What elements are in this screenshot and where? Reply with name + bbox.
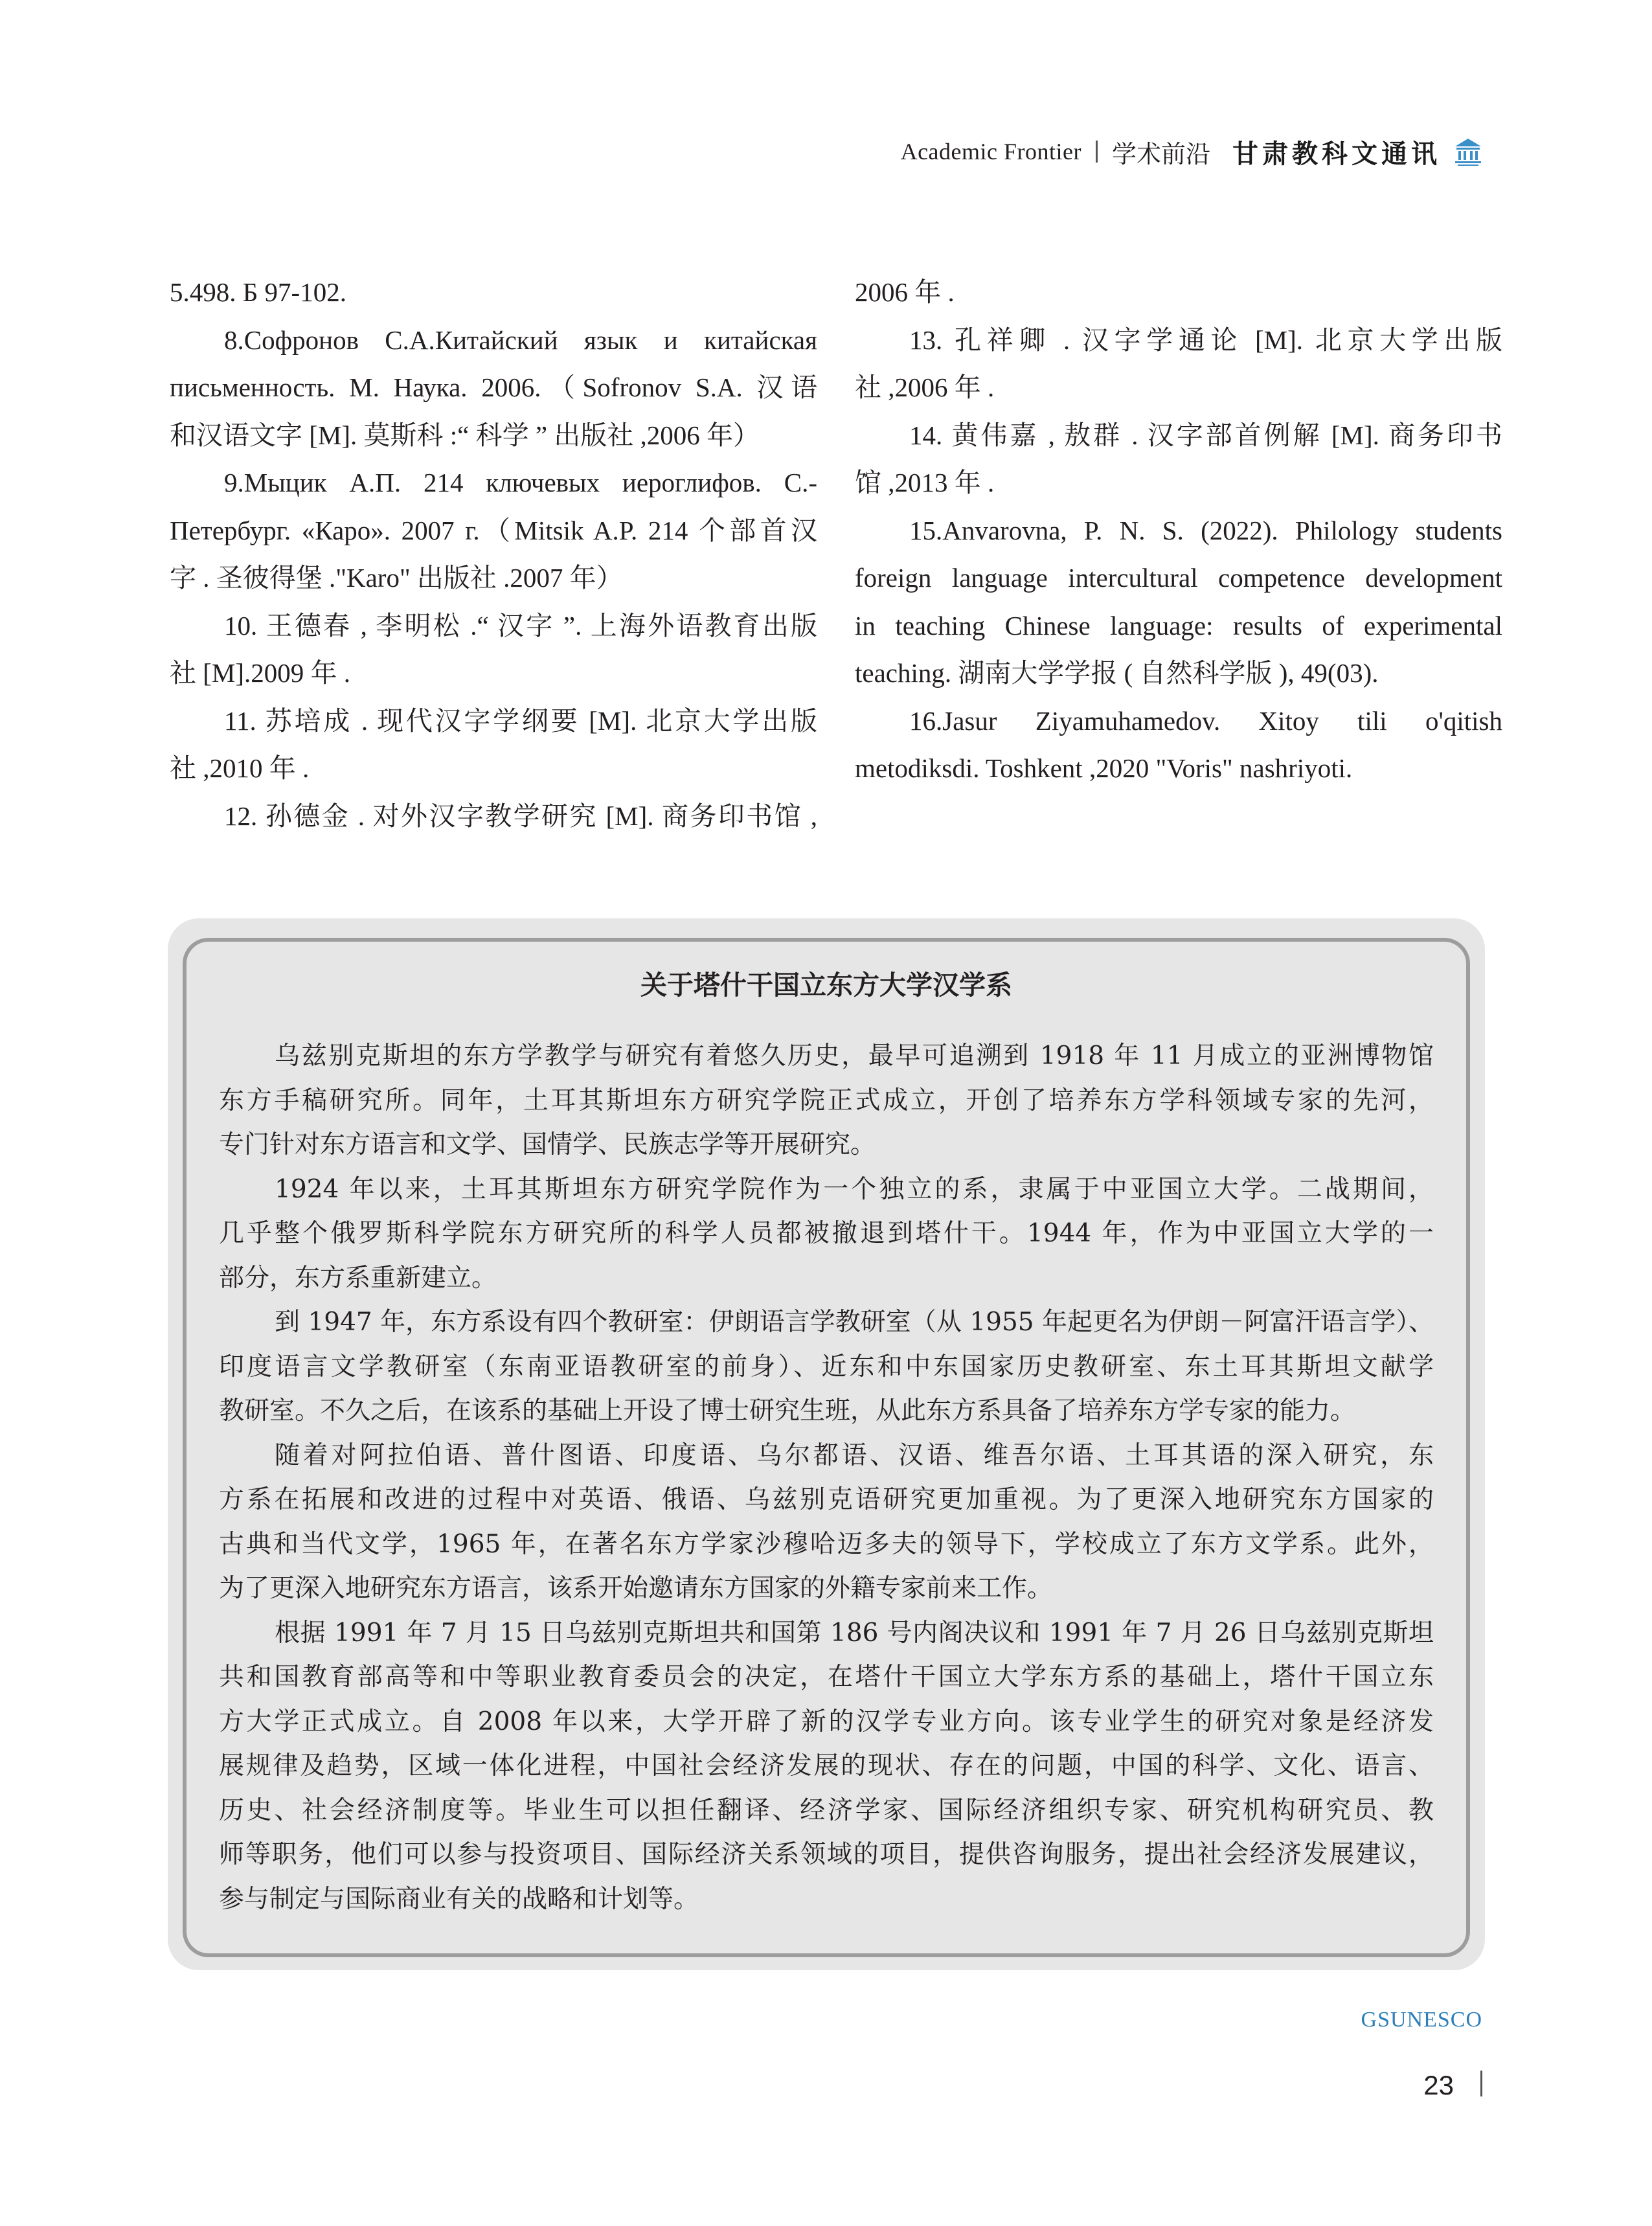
reference-line: 13. 孔祥卿 . 汉字学通论 [M]. 北京大学出版 [909, 324, 1502, 355]
box-text-line: 几乎整个俄罗斯科学院东方研究所的科学人员都被撤退到塔什干。1944 年，作为中亚国立大学的一 [219, 1219, 1434, 1248]
reference-line: 14. 黄伟嘉 , 敖群 . 汉字部首例解 [M]. 商务印书 [909, 420, 1502, 450]
reference-line: teaching. 湖南大学学报 ( 自然科学版 ), 49(03). [855, 658, 1379, 688]
reference-line: 16.Jasur Ziyamuhamedov. Xitoy tili o'qitish [909, 705, 1502, 736]
reference-line: 社 ,2006 年 . [855, 372, 995, 402]
box-text-line: 教研室。不久之后，在该系的基础上开设了博士研究生班，从此东方系具备了培养东方学专家的能力。 [219, 1396, 1356, 1425]
page-number-divider [1480, 2071, 1482, 2096]
box-text-line: 参与制定与国际商业有关的战略和计划等。 [219, 1884, 699, 1914]
reference-line: 馆 ,2013 年 . [855, 468, 995, 497]
running-header [901, 132, 1484, 171]
reference-line: 和汉语文字 [M]. 莫斯科 :“ 科学 ” 出版社 ,2006 年） [170, 420, 760, 450]
reference-line: 2006 年 . [855, 277, 955, 307]
box-text-line: 1924 年以来，土耳其斯坦东方研究学院作为一个独立的系，隶属于中亚国立大学。二战期间， [275, 1174, 1434, 1204]
header-divider [1096, 141, 1098, 163]
reference-line: 11. 苏培成 . 现代汉字学纲要 [M]. 北京大学出版 [224, 705, 817, 736]
box-text-line: 根据 1991 年 7 月 15 日乌兹别克斯坦共和国第 186 号内阁决议和 1991 年 7 月 26 日乌兹别克斯坦 [275, 1618, 1434, 1648]
box-text-line: 方系在拓展和改进的过程中对英语、俄语、乌兹别克语研究更加重视。为了更深入地研究东方国家的 [219, 1485, 1434, 1514]
box-text-line: 古典和当代文学，1965 年，在著名东方学家沙穆哈迈多夫的领导下，学校成立了东方文学系。此外， [219, 1529, 1434, 1559]
reference-line: письменность. М. Наука. 2006.（Sofronov S.A. 汉语 [170, 372, 817, 402]
box-text-line: 印度语言文学教研室（东南亚语教研室的前身）、近东和中东国家历史教研室、东土耳其斯坦文献学 [219, 1352, 1434, 1381]
box-text-line: 方大学正式成立。自 2008 年以来，大学开辟了新的汉学专业方向。该专业学生的研究对象是经济发 [219, 1707, 1434, 1736]
section-name-chinese: 学术前沿 [1111, 139, 1210, 168]
reference-line: 9.Мыцик А.П. 214 ключевых иероглифов. С.- [224, 468, 817, 497]
info-box-body [219, 1034, 1434, 1922]
reference-line: 10. 王德春 , 李明松 .“ 汉字 ”. 上海外语教育出版 [224, 610, 817, 641]
box-text-line: 历史、社会经济制度等。毕业生可以担任翻译、经济学家、国际经济组织专家、研究机构研究员、教 [219, 1795, 1434, 1825]
reference-line: 15.Anvarovna, P. N. S. (2022). Philology students [909, 515, 1502, 545]
reference-line: 字 . 圣彼得堡 ."Karo" 出版社 .2007 年） [170, 563, 623, 593]
page-number: 23 [1423, 2070, 1454, 2100]
info-box-title: 关于塔什干国立东方大学汉学系 [640, 970, 1012, 1001]
box-text-line: 为了更深入地研究东方语言，该系开始邀请东方国家的外籍专家前来工作。 [219, 1574, 1053, 1603]
box-text-line: 到 1947 年，东方系设有四个教研室：伊朗语言学教研室（从 1955 年起更名为伊朗－阿富汗语言学）、 [275, 1308, 1434, 1337]
reference-line: in teaching Chinese language: results of experimental [855, 610, 1502, 641]
box-text-line: 展规律及趋势，区域一体化进程，中国社会经济发展的现状、存在的问题，中国的科学、文化、语言、 [219, 1751, 1434, 1780]
reference-line: 社 [M].2009 年 . [170, 658, 351, 688]
box-text-line: 部分，东方系重新建立。 [219, 1263, 497, 1293]
reference-line: 5.498. Б 97-102. [170, 277, 346, 307]
reference-line: Петербург. «Каро». 2007 г.（Mitsik A.P. 214 个部首汉 [170, 515, 817, 545]
journal-brand: 甘肃教科文通讯 [1232, 138, 1441, 169]
reference-line: metodiksdi. Toshkent ,2020 "Voris" nashriyoti. [855, 753, 1353, 783]
reference-line: 8.Софронов С.А.Китайский язык и китайская [224, 324, 817, 355]
footer-brand: GSUNESCO [1361, 2008, 1482, 2032]
section-name-english: Academic Frontier [900, 139, 1081, 165]
references-right-column [855, 269, 1502, 793]
reference-line: foreign language intercultural competence development [855, 563, 1502, 593]
reference-line: 社 ,2010 年 . [170, 753, 310, 783]
box-text-line: 乌兹别克斯坦的东方学教学与研究有着悠久历史，最早可追溯到 1918 年 11 月成立的亚洲博物馆 [275, 1041, 1434, 1071]
box-text-line: 共和国教育部高等和中等职业教育委员会的决定，在塔什干国立大学东方系的基础上，塔什干国立东 [219, 1663, 1434, 1692]
box-text-line: 随着对阿拉伯语、普什图语、印度语、乌尔都语、汉语、维吾尔语、土耳其语的深入研究，东 [275, 1440, 1434, 1470]
reference-line: 12. 孙德金 . 对外汉字教学研究 [M]. 商务印书馆 , [224, 801, 817, 831]
references-left-column [170, 269, 817, 840]
unesco-temple-icon [1453, 136, 1484, 167]
box-text-line: 东方手稿研究所。同年，土耳其斯坦东方研究学院正式成立，开创了培养东方学科领域专家的先河， [219, 1085, 1434, 1115]
box-text-line: 专门针对东方语言和文学、国情学、民族志学等开展研究。 [219, 1130, 876, 1159]
box-text-line: 师等职务，他们可以参与投资项目、国际经济关系领域的项目，提供咨询服务，提出社会经济发展建议， [219, 1840, 1434, 1869]
